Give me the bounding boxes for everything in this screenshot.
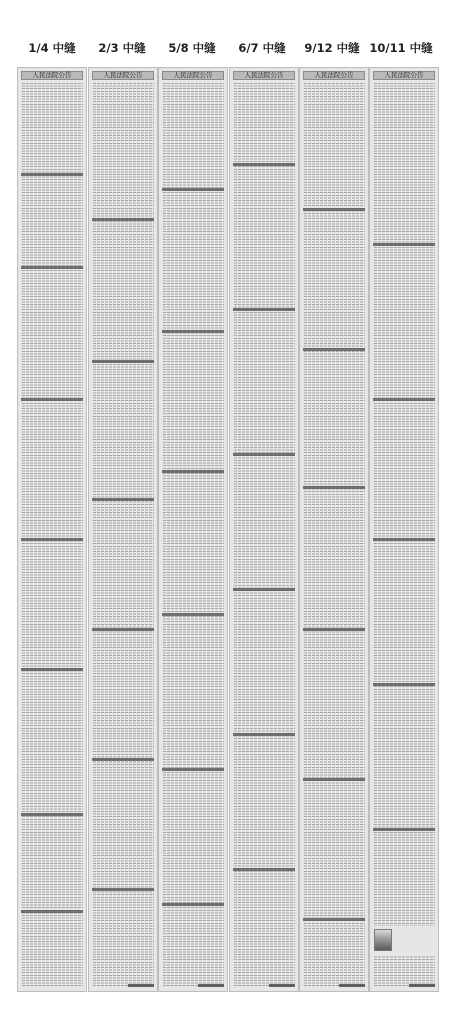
notice-heading-line [233,868,295,871]
notice-text-block-4 [233,83,295,988]
notice-banner-4: 人民法院公告 [233,71,295,80]
notice-footer-mark [339,984,365,987]
notice-footer-mark [128,984,154,987]
notice-footer-mark [198,984,224,987]
court-notice-strip-4 [229,67,299,992]
notice-heading-line [233,733,295,736]
column-heading-5: 9/12 中缝 [304,41,360,55]
notice-banner-3: 人民法院公告 [162,71,224,80]
notice-heading-line [162,768,224,771]
notice-heading-line [303,918,365,921]
notice-heading-line [21,813,83,816]
notice-heading-line [92,360,154,363]
notice-heading-line [162,188,224,191]
notice-heading-line [92,498,154,501]
notice-heading-line [233,163,295,166]
notice-footer-mark [269,984,295,987]
person-photo [374,929,392,951]
notice-banner-1: 人民法院公告 [21,71,83,80]
notice-text-block-6 [373,83,435,988]
court-notice-strip-2 [88,67,158,992]
notice-heading-line [303,778,365,781]
notice-heading-line [162,330,224,333]
notice-heading-line [373,538,435,541]
notice-text-block-3 [162,83,224,988]
notice-heading-line [303,486,365,489]
notice-banner-6: 人民法院公告 [373,71,435,80]
column-heading-1: 1/4 中缝 [28,41,76,55]
notice-text-block-1 [21,83,83,988]
notice-heading-line [92,218,154,221]
court-notice-strip-3 [158,67,228,992]
notice-heading-line [21,910,83,913]
notice-heading-line [92,758,154,761]
notice-heading-line [162,613,224,616]
notice-heading-line [92,628,154,631]
notice-heading-line [162,903,224,906]
notice-heading-line [373,828,435,831]
notice-heading-line [162,470,224,473]
court-notice-strip-1 [17,67,87,992]
column-heading-6: 10/11 中缝 [369,41,433,55]
notice-heading-line [233,308,295,311]
court-notice-strip-5 [299,67,369,992]
notice-heading-line [21,538,83,541]
notice-heading-line [303,348,365,351]
court-notice-strip-6 [369,67,439,992]
notice-heading-line [92,888,154,891]
notice-heading-line [21,173,83,176]
notice-heading-line [21,668,83,671]
notice-heading-line [21,398,83,401]
notice-heading-line [373,243,435,246]
notice-heading-line [373,398,435,401]
notice-heading-line [233,588,295,591]
notice-footer-mark [409,984,435,987]
notice-heading-line [373,683,435,686]
notice-heading-line [303,628,365,631]
notice-banner-5: 人民法院公告 [303,71,365,80]
column-heading-4: 6/7 中缝 [238,41,286,55]
notice-banner-2: 人民法院公告 [92,71,154,80]
notice-heading-line [303,208,365,211]
notice-heading-line [21,266,83,269]
notice-text-block-5 [303,83,365,988]
notice-heading-line [233,453,295,456]
column-heading-3: 5/8 中缝 [168,41,216,55]
column-heading-2: 2/3 中缝 [98,41,146,55]
